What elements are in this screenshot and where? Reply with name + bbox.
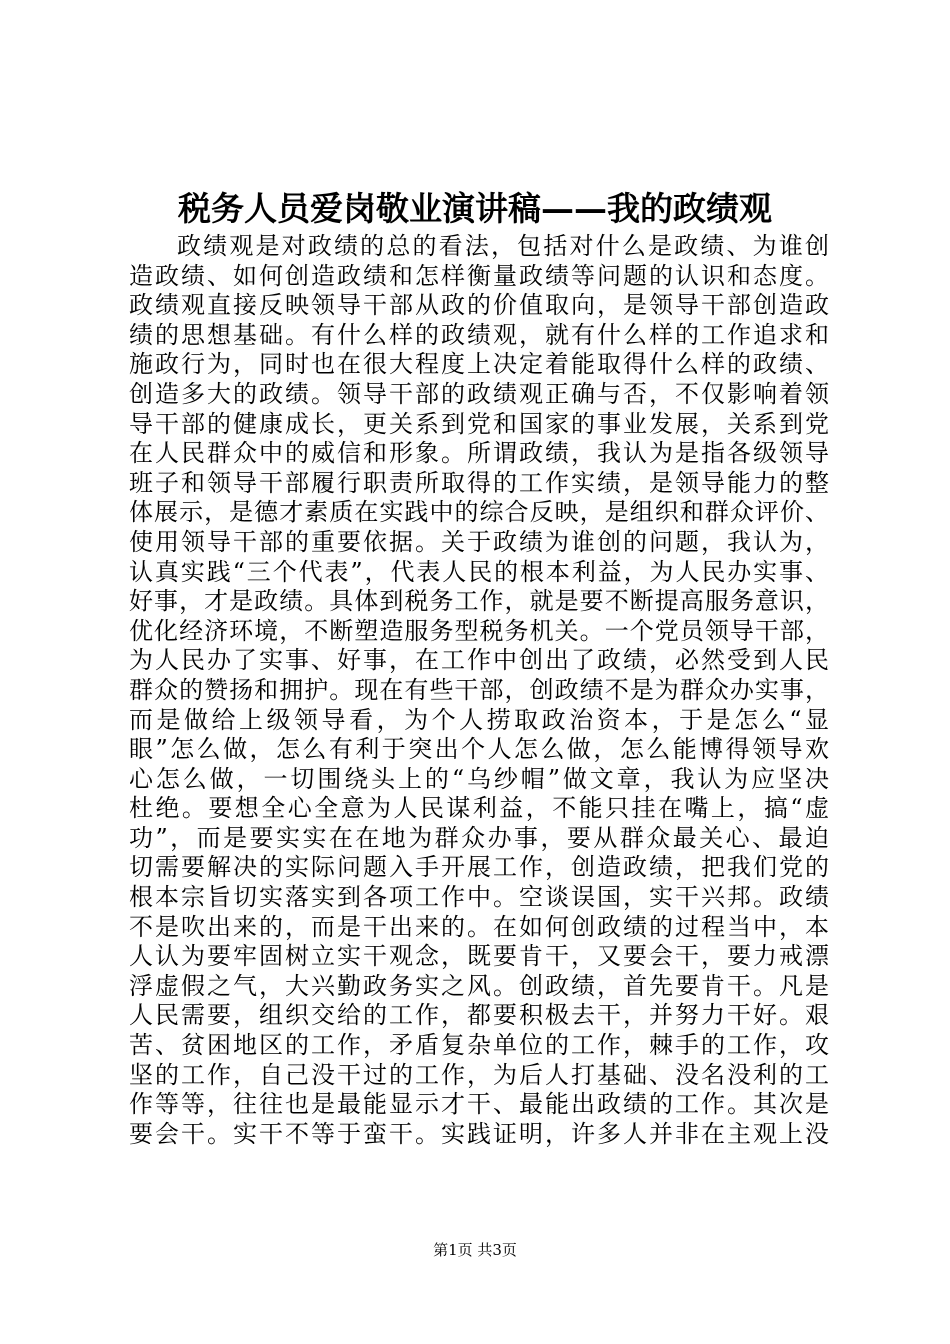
text-line: 切需要解决的实际问题入手开展工作，创造政绩，把我们党的	[129, 853, 829, 882]
text-line: 政绩观直接反映领导干部从政的价值取向，是领导干部创造政	[129, 291, 829, 320]
text-line: 浮虚假之气，大兴勤政务实之风。创政绩，首先要肯干。凡是	[129, 971, 829, 1000]
document-title: 税务人员爱岗敬业演讲稿——我的政绩观	[178, 189, 772, 228]
text-line: 不是吹出来的，而是干出来的。在如何创政绩的过程当中，本	[129, 912, 829, 941]
text-line: 在人民群众中的威信和形象。所谓政绩，我认为是指各级领导	[129, 439, 829, 468]
text-line: 坚的工作，自己没干过的工作，为后人打基础、没名没利的工	[129, 1060, 829, 1089]
text-line: 而是做给上级领导看，为个人捞取政治资本，于是怎么“显	[129, 705, 829, 734]
text-line: 根本宗旨切实落实到各项工作中。空谈误国，实干兴邦。政绩	[129, 883, 829, 912]
body-paragraph	[129, 232, 829, 1149]
text-line: 使用领导干部的重要依据。关于政绩为谁创的问题，我认为，	[129, 527, 829, 556]
text-line: 作等等，往往也是最能显示才干、最能出政绩的工作。其次是	[129, 1090, 829, 1119]
text-line: 创造多大的政绩。领导干部的政绩观正确与否，不仅影响着领	[129, 379, 829, 408]
text-line: 班子和领导干部履行职责所取得的工作实绩，是领导能力的整	[129, 468, 829, 497]
text-line: 施政行为，同时也在很大程度上决定着能取得什么样的政绩、	[129, 350, 829, 379]
text-line: 体展示，是德才素质在实践中的综合反映，是组织和群众评价、	[129, 498, 829, 527]
text-line: 心怎么做，一切围绕头上的“乌纱帽”做文章，我认为应坚决	[129, 764, 829, 793]
text-line: 人认为要牢固树立实干观念，既要肯干，又要会干，要力戒漂	[129, 942, 829, 971]
text-line: 人民需要，组织交给的工作，都要积极去干，并努力干好。艰	[129, 1001, 829, 1030]
text-line: 要会干。实干不等于蛮干。实践证明，许多人并非在主观上没	[129, 1119, 829, 1148]
text-line: 为人民办了实事、好事，在工作中创出了政绩，必然受到人民	[129, 646, 829, 675]
page-footer: 第1页 共3页	[433, 1241, 517, 1259]
text-line: 绩的思想基础。有什么样的政绩观，就有什么样的工作追求和	[129, 320, 829, 349]
text-line: 杜绝。要想全心全意为人民谋利益，不能只挂在嘴上，搞“虚	[129, 794, 829, 823]
text-line: 优化经济环境，不断塑造服务型税务机关。一个党员领导干部，	[129, 616, 829, 645]
text-line: 导干部的健康成长，更关系到党和国家的事业发展，关系到党	[129, 409, 829, 438]
text-line: 眼”怎么做，怎么有利于突出个人怎么做，怎么能博得领导欢	[129, 735, 829, 764]
text-line: 好事，才是政绩。具体到税务工作，就是要不断提高服务意识，	[129, 587, 829, 616]
text-line: 群众的赞扬和拥护。现在有些干部，创政绩不是为群众办实事，	[129, 675, 829, 704]
text-line: 政绩观是对政绩的总的看法，包括对什么是政绩、为谁创	[177, 232, 829, 260]
text-line: 造政绩、如何创造政绩和怎样衡量政绩等问题的认识和态度。	[129, 261, 829, 290]
text-line: 功”，而是要实实在在地为群众办事，要从群众最关心、最迫	[129, 823, 829, 852]
text-line: 苦、贫困地区的工作，矛盾复杂单位的工作，棘手的工作，攻	[129, 1031, 829, 1060]
text-line: 认真实践“三个代表”，代表人民的根本利益，为人民办实事、	[129, 557, 829, 586]
